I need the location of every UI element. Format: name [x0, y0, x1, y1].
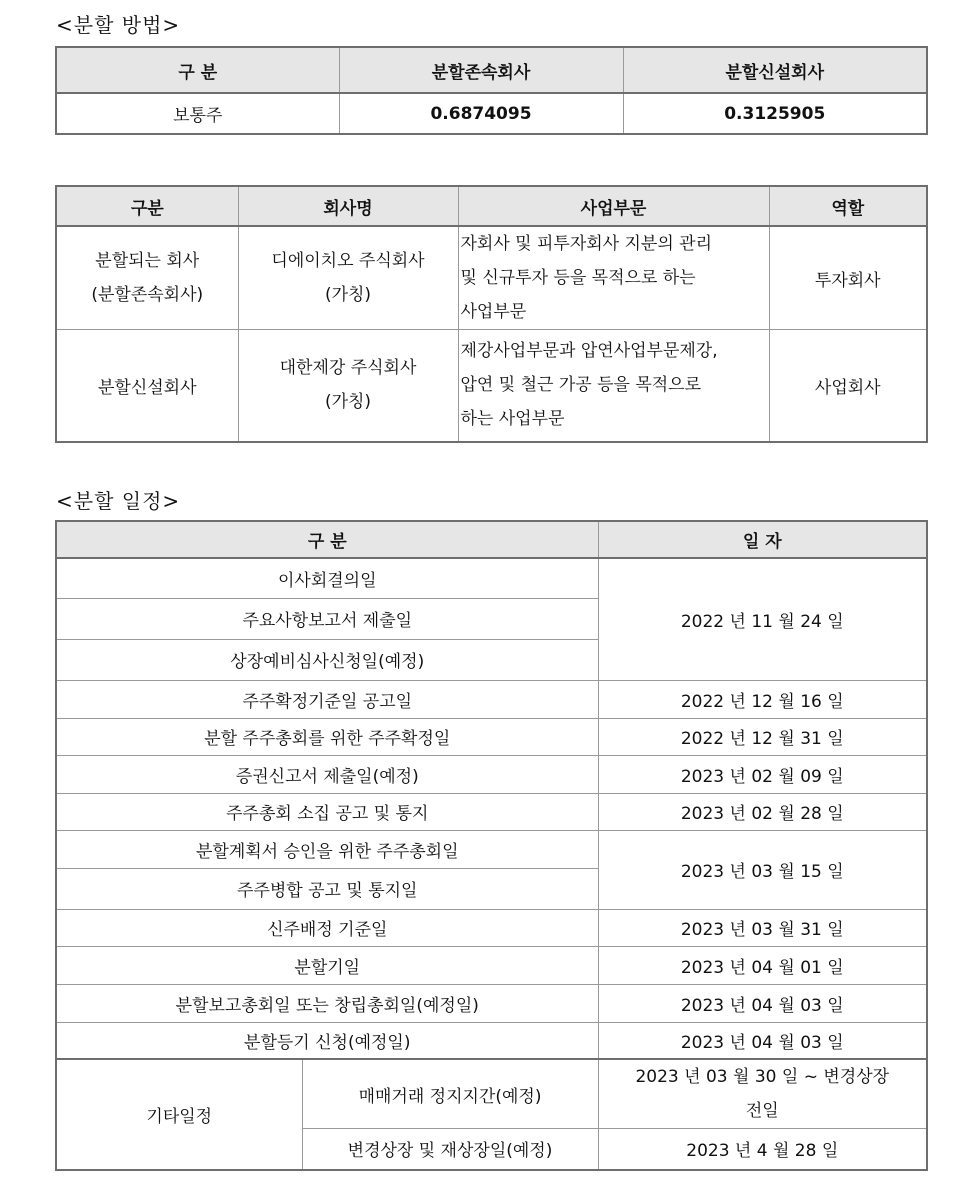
header-category: 구분 — [56, 186, 238, 226]
header-item: 구 분 — [56, 521, 598, 558]
schedule-item: 매매거래 정지지간(예정) — [302, 1059, 598, 1129]
name-line: (가칭) — [324, 285, 372, 305]
schedule-item: 분할보고총회일 또는 창립총회일(예정일) — [56, 984, 598, 1022]
date-line: 2023 년 03 월 30 일 ~ 변경상장 — [635, 1067, 890, 1087]
companies-table — [55, 185, 928, 443]
table-row — [56, 226, 927, 330]
table-row — [56, 718, 927, 755]
header-role: 역할 — [769, 186, 927, 226]
business-line: 압연 및 철근 가공 등을 목적으로 — [460, 375, 702, 396]
new-ratio: 0.3125905 — [623, 93, 927, 134]
schedule-title: <분할 일정> — [56, 489, 181, 513]
schedule-date: 2023 년 4 월 28 일 — [598, 1129, 927, 1170]
schedule-item: 주주확정기준일 공고일 — [56, 680, 598, 718]
schedule-date: 2023 년 03 월 31 일 — [598, 909, 927, 946]
company-role: 사업회사 — [769, 330, 927, 442]
schedule-item: 분할계획서 승인을 위한 주주총회일 — [56, 830, 598, 868]
header-surviving-company: 분할존속회사 — [339, 47, 623, 93]
table-row — [56, 909, 927, 946]
date-line: 전일 — [745, 1101, 779, 1121]
company-name — [238, 226, 458, 330]
schedule-date: 2023 년 04 월 01 일 — [598, 946, 927, 984]
header-new-company: 분할신설회사 — [623, 47, 927, 93]
schedule-date: 2023 년 02 월 28 일 — [598, 793, 927, 830]
schedule-date: 2023 년 04 월 03 일 — [598, 984, 927, 1022]
header-date: 일 자 — [598, 521, 927, 558]
business-line: 하는 사업부문 — [460, 409, 565, 430]
split-method-title: <분할 방법> — [56, 13, 181, 37]
schedule-item: 변경상장 및 재상장일(예정) — [302, 1129, 598, 1170]
company-category: 분할신설회사 — [56, 330, 238, 442]
schedule-date — [598, 1059, 927, 1129]
business-line: 자회사 및 피투자회사 지분의 관리 — [460, 234, 713, 254]
schedule-item: 분할기일 — [56, 946, 598, 984]
schedule-item: 주주총회 소집 공고 및 통지 — [56, 793, 598, 830]
schedule-date: 2022 년 11 월 24 일 — [598, 558, 927, 680]
table-row — [56, 793, 927, 830]
schedule-item: 분할 주주총회를 위한 주주확정일 — [56, 718, 598, 755]
table-row — [56, 558, 927, 598]
table-row — [56, 330, 927, 442]
header-category: 구 분 — [56, 47, 339, 93]
table-row — [56, 830, 927, 868]
schedule-item: 상장예비심사신청일(예정) — [56, 639, 598, 680]
category-line: 분할되는 회사 — [95, 251, 200, 271]
category-line: (분할존속회사) — [91, 285, 204, 305]
schedule-item: 분할등기 신청(예정일) — [56, 1022, 598, 1059]
company-category — [56, 226, 238, 330]
split-method-table — [55, 46, 928, 135]
schedule-item: 주주병합 공고 및 통지일 — [56, 868, 598, 909]
company-role: 투자회사 — [769, 226, 927, 330]
header-business-division: 사업부문 — [458, 186, 769, 226]
table-row — [56, 946, 927, 984]
table-row — [56, 984, 927, 1022]
schedule-table — [55, 520, 928, 1171]
schedule-date: 2022 년 12 월 31 일 — [598, 718, 927, 755]
schedule-item: 이사회결의일 — [56, 558, 598, 598]
business-division — [458, 226, 769, 330]
name-line: 디에이치오 주식회사 — [271, 251, 425, 271]
table-row — [56, 1022, 927, 1059]
name-line: 대한제강 주식회사 — [279, 358, 417, 379]
business-division — [458, 330, 769, 442]
header-company-name: 회사명 — [238, 186, 458, 226]
schedule-date: 2023 년 04 월 03 일 — [598, 1022, 927, 1059]
business-line: 및 신규투자 등을 목적으로 하는 — [460, 268, 696, 288]
schedule-date: 2023 년 02 월 09 일 — [598, 755, 927, 793]
schedule-date: 2022 년 12 월 16 일 — [598, 680, 927, 718]
business-line: 제강사업부문과 압연사업부문제강, — [460, 341, 718, 362]
table-row — [56, 680, 927, 718]
schedule-item: 신주배정 기준일 — [56, 909, 598, 946]
table-row — [56, 1059, 927, 1129]
table-row — [56, 93, 927, 134]
table-row — [56, 755, 927, 793]
other-schedule-label: 기타일정 — [56, 1059, 302, 1170]
business-line: 사업부문 — [460, 302, 527, 322]
company-name — [238, 330, 458, 442]
schedule-item: 증권신고서 제출일(예정) — [56, 755, 598, 793]
surviving-ratio: 0.6874095 — [339, 93, 623, 134]
name-line: (가칭) — [324, 392, 372, 413]
share-type: 보통주 — [56, 93, 339, 134]
schedule-item: 주요사항보고서 제출일 — [56, 598, 598, 639]
schedule-date: 2023 년 03 월 15 일 — [598, 830, 927, 909]
